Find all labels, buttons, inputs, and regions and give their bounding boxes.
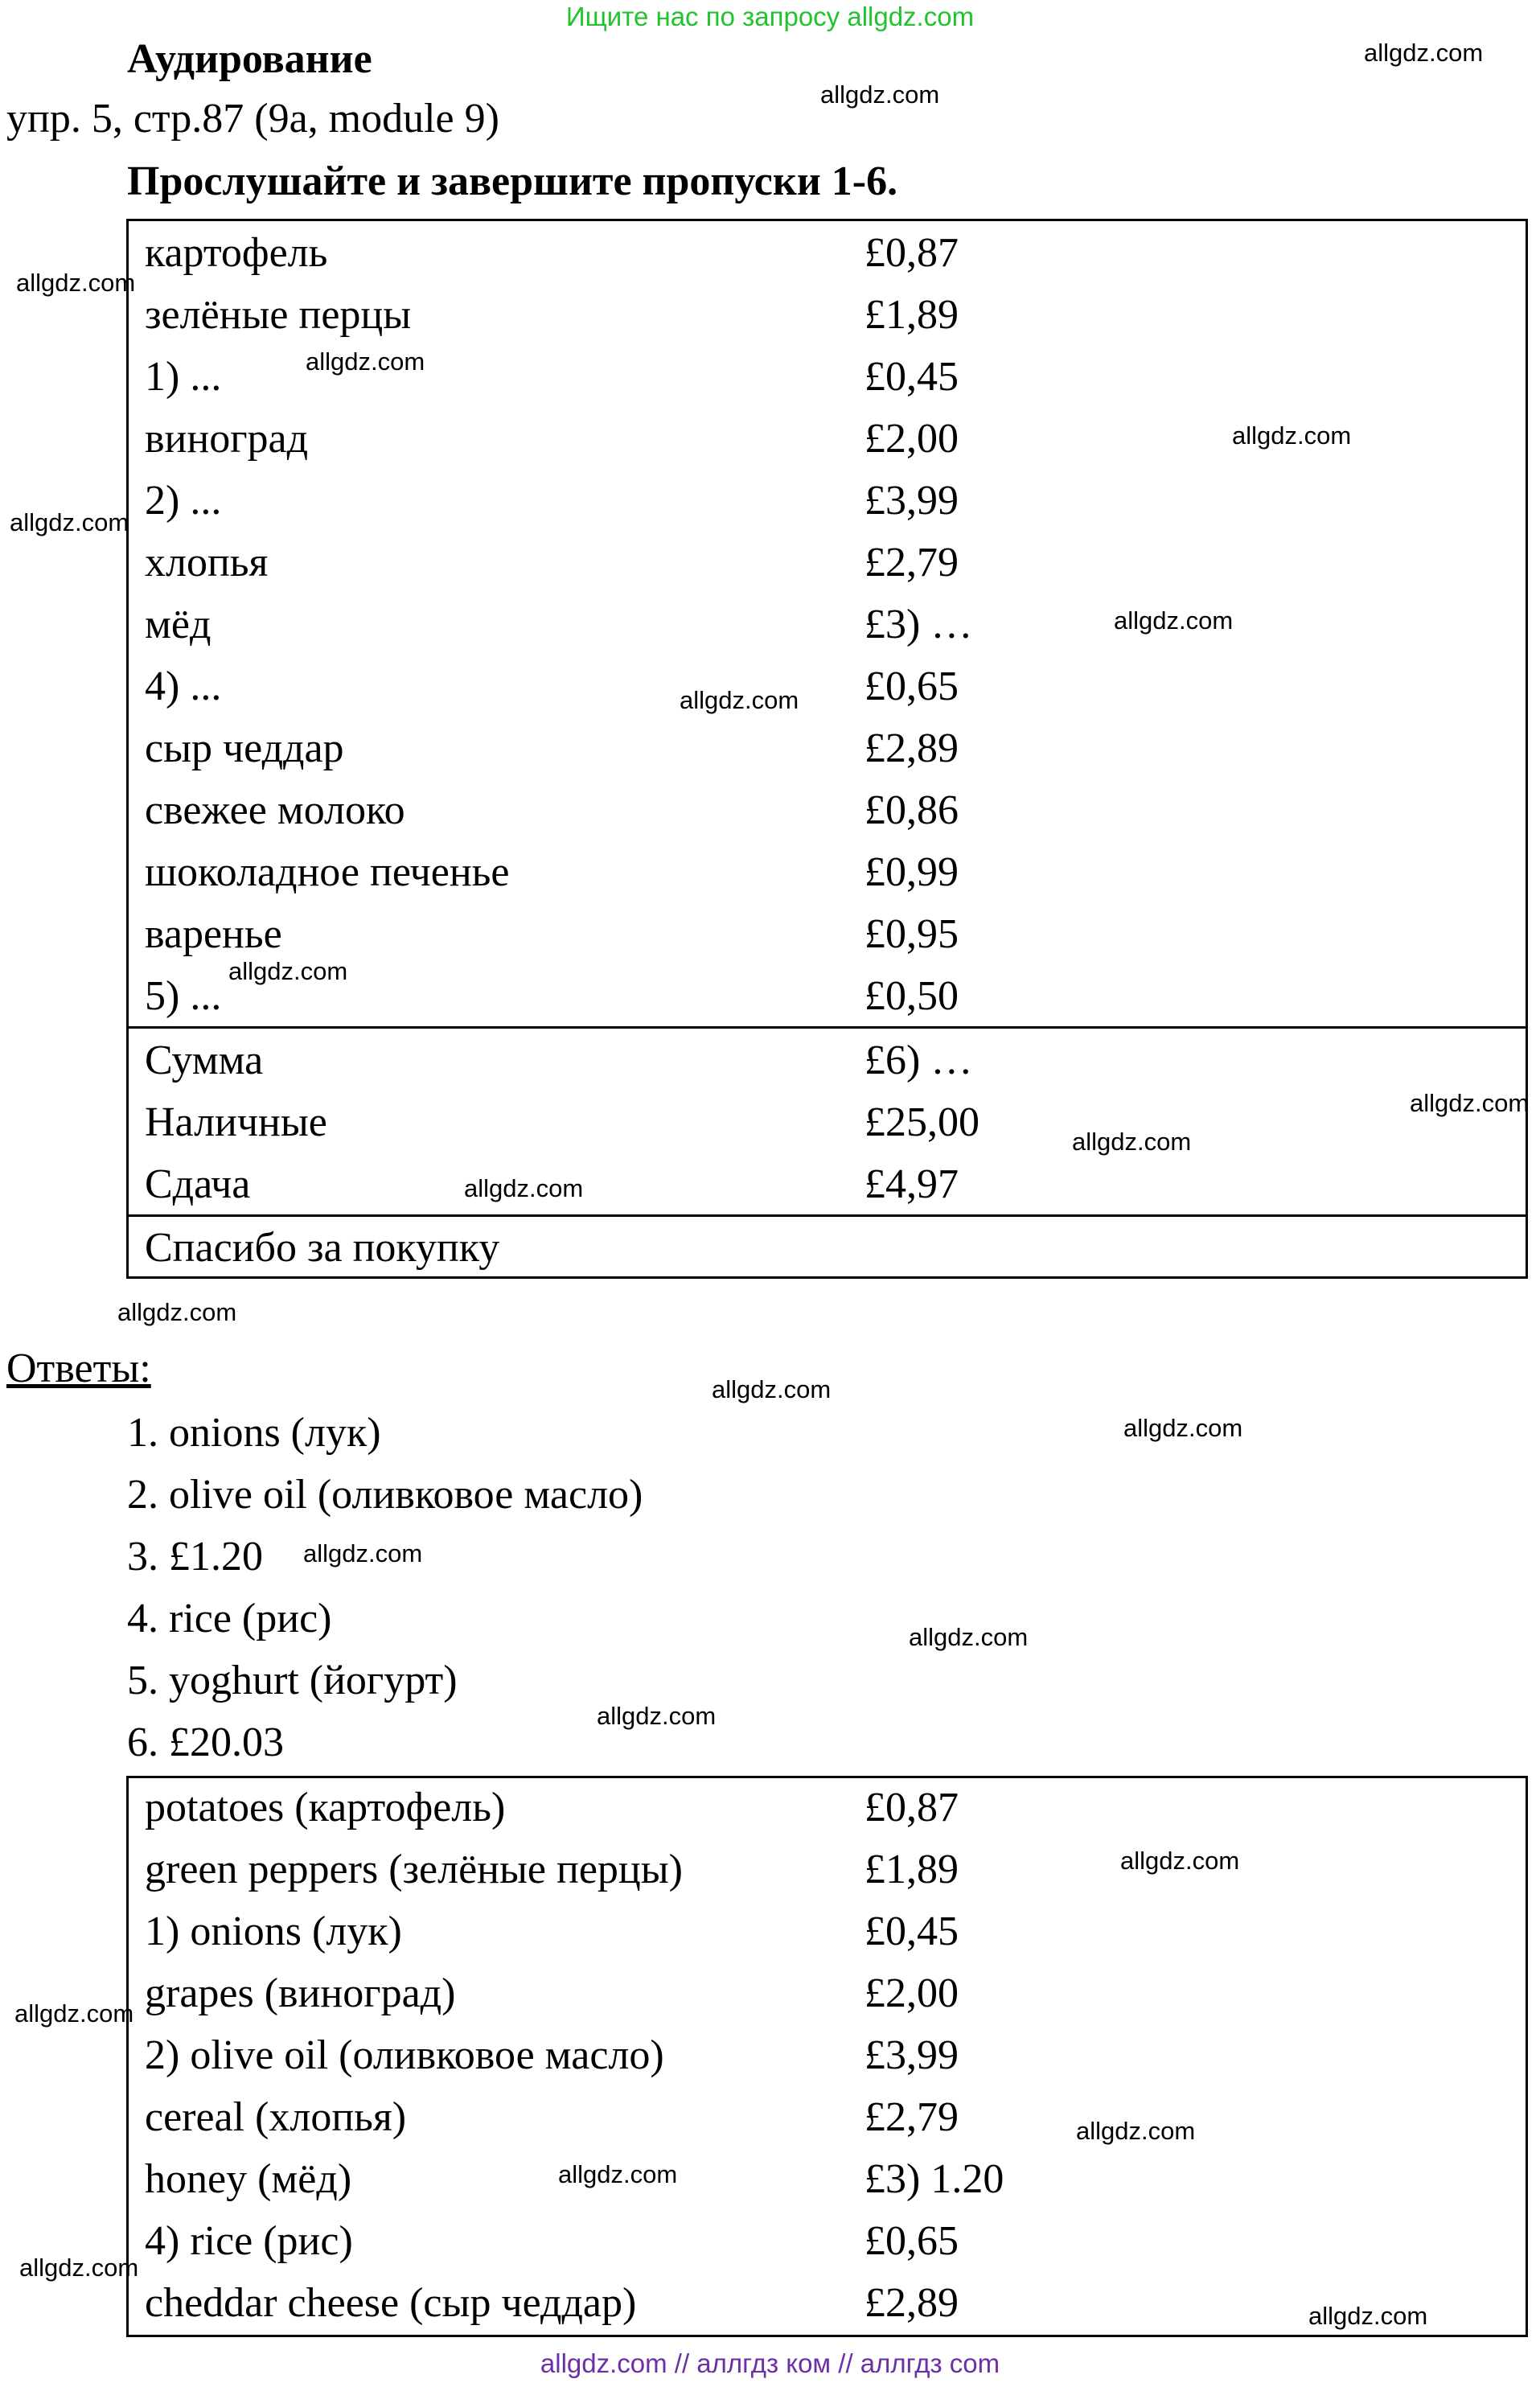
receipt-item-name: картофель: [145, 230, 328, 276]
receipt-item-name: grapes (виноград): [145, 1970, 456, 2016]
watermark: allgdz.com: [1364, 39, 1484, 67]
receipt-item-price: £3) 1.20: [864, 2156, 1004, 2202]
receipt-item-price: £0,99: [864, 849, 959, 895]
receipt-item-price: £3,99: [864, 2032, 959, 2078]
receipt-item-price: £0,86: [864, 787, 959, 833]
receipt-item-name: сыр чеддар: [145, 725, 344, 771]
receipt-item-price: £0,87: [864, 230, 959, 276]
receipt-item-name: 4) rice (рис): [145, 2218, 353, 2264]
exercise-reference: упр. 5, стр.87 (9a, module 9): [6, 96, 499, 142]
receipt-item-price: £0,50: [864, 973, 959, 1019]
receipt-item-price: £0,45: [864, 354, 959, 400]
receipt-item-name: 1) onions (лук): [145, 1908, 402, 1954]
receipt-item-name: honey (мёд): [145, 2156, 352, 2202]
receipt-total-value: £6) …: [864, 1037, 973, 1083]
receipt-footer: Спасибо за покупку: [145, 1225, 500, 1271]
watermark: allgdz.com: [712, 1375, 832, 1403]
receipt-answers: [126, 1776, 1528, 2337]
receipt-item-name: шоколадное печенье: [145, 849, 510, 895]
answer-item: 5. yoghurt (йогурт): [127, 1658, 458, 1703]
page-title: Аудирование: [127, 36, 372, 82]
receipt-item-name: 1) ...: [145, 354, 222, 400]
receipt-item-price: £1,89: [864, 1847, 959, 1892]
answer-item: 6. £20.03: [127, 1719, 284, 1765]
receipt-item-price: £2,89: [864, 2280, 959, 2326]
answer-item: 1. onions (лук): [127, 1410, 381, 1456]
receipt-item-price: £0,65: [864, 664, 959, 709]
watermark: allgdz.com: [19, 2254, 139, 2282]
watermark: allgdz.com: [303, 1539, 423, 1567]
watermark: allgdz.com: [820, 80, 940, 109]
watermark: allgdz.com: [1308, 2302, 1428, 2330]
answer-item: 2. olive oil (оливковое масло): [127, 1472, 643, 1518]
watermark: allgdz.com: [228, 957, 348, 985]
receipt-item-name: свежее молоко: [145, 787, 405, 833]
receipt-item-name: potatoes (картофель): [145, 1785, 506, 1830]
watermark: allgdz.com: [558, 2160, 678, 2188]
watermark: allgdz.com: [909, 1623, 1029, 1651]
receipt-item-name: cheddar cheese (сыр чеддар): [145, 2280, 637, 2326]
receipt-item-price: £2,00: [864, 1970, 959, 2016]
receipt-total-name: Наличные: [145, 1099, 327, 1145]
watermark: allgdz.com: [1120, 1847, 1240, 1875]
receipt-item-name: green peppers (зелёные перцы): [145, 1847, 683, 1892]
task-instruction: Прослушайте и завершите пропуски 1-6.: [127, 158, 898, 204]
receipt-item-name: хлопья: [145, 540, 269, 585]
receipt-item-price: £2,89: [864, 725, 959, 771]
watermark: allgdz.com: [464, 1174, 584, 1202]
answer-item: 3. £1.20: [127, 1534, 263, 1580]
receipt-item-name: 5) ...: [145, 973, 222, 1019]
receipt-divider: [129, 1026, 1526, 1029]
receipt-item-price: £0,65: [864, 2218, 959, 2264]
receipt-total-name: Сумма: [145, 1037, 264, 1083]
receipt-item-name: виноград: [145, 416, 309, 462]
receipt-item-price: £0,45: [864, 1908, 959, 1954]
receipt-item-price: £3,99: [864, 478, 959, 524]
receipt-item-price: £0,95: [864, 911, 959, 957]
watermark: allgdz.com: [597, 1702, 717, 1730]
top-banner[interactable]: Ищите нас по запросу allgdz.com: [565, 2, 975, 31]
watermark: allgdz.com: [1076, 2117, 1196, 2145]
watermark: allgdz.com: [1072, 1128, 1192, 1156]
watermark: allgdz.com: [1114, 606, 1234, 635]
receipt-item-name: зелёные перцы: [145, 292, 412, 338]
watermark: allgdz.com: [680, 686, 799, 714]
watermark: allgdz.com: [1232, 421, 1352, 450]
receipt-item-price: £2,79: [864, 2094, 959, 2140]
bottom-banner[interactable]: allgdz.com // аллгдз ком // аллгдз com: [540, 2348, 1000, 2378]
answers-heading: Ответы:: [6, 1346, 151, 1391]
watermark: allgdz.com: [16, 269, 136, 297]
watermark: allgdz.com: [1123, 1414, 1243, 1442]
receipt-item-name: 2) ...: [145, 478, 222, 524]
receipt-divider: [129, 1214, 1526, 1217]
receipt-item-name: 2) olive oil (оливковое масло): [145, 2032, 664, 2078]
receipt-item-price: £2,79: [864, 540, 959, 585]
watermark: allgdz.com: [117, 1298, 237, 1326]
receipt-item-name: мёд: [145, 602, 211, 647]
receipt-total-name: Сдача: [145, 1161, 251, 1207]
receipt-item-name: 4) ...: [145, 664, 222, 709]
watermark: allgdz.com: [306, 347, 425, 376]
receipt-total-value: £4,97: [864, 1161, 959, 1207]
watermark: allgdz.com: [10, 508, 129, 536]
receipt-task: [126, 219, 1528, 1279]
receipt-item-price: £0,87: [864, 1785, 959, 1830]
receipt-item-price: £2,00: [864, 416, 959, 462]
receipt-total-value: £25,00: [864, 1099, 979, 1145]
receipt-item-name: варенье: [145, 911, 282, 957]
watermark: allgdz.com: [14, 1999, 134, 2028]
receipt-item-price: £3) …: [864, 602, 973, 647]
watermark: allgdz.com: [1410, 1089, 1530, 1117]
answer-item: 4. rice (рис): [127, 1596, 332, 1641]
receipt-item-price: £1,89: [864, 292, 959, 338]
receipt-item-name: cereal (хлопья): [145, 2094, 407, 2140]
